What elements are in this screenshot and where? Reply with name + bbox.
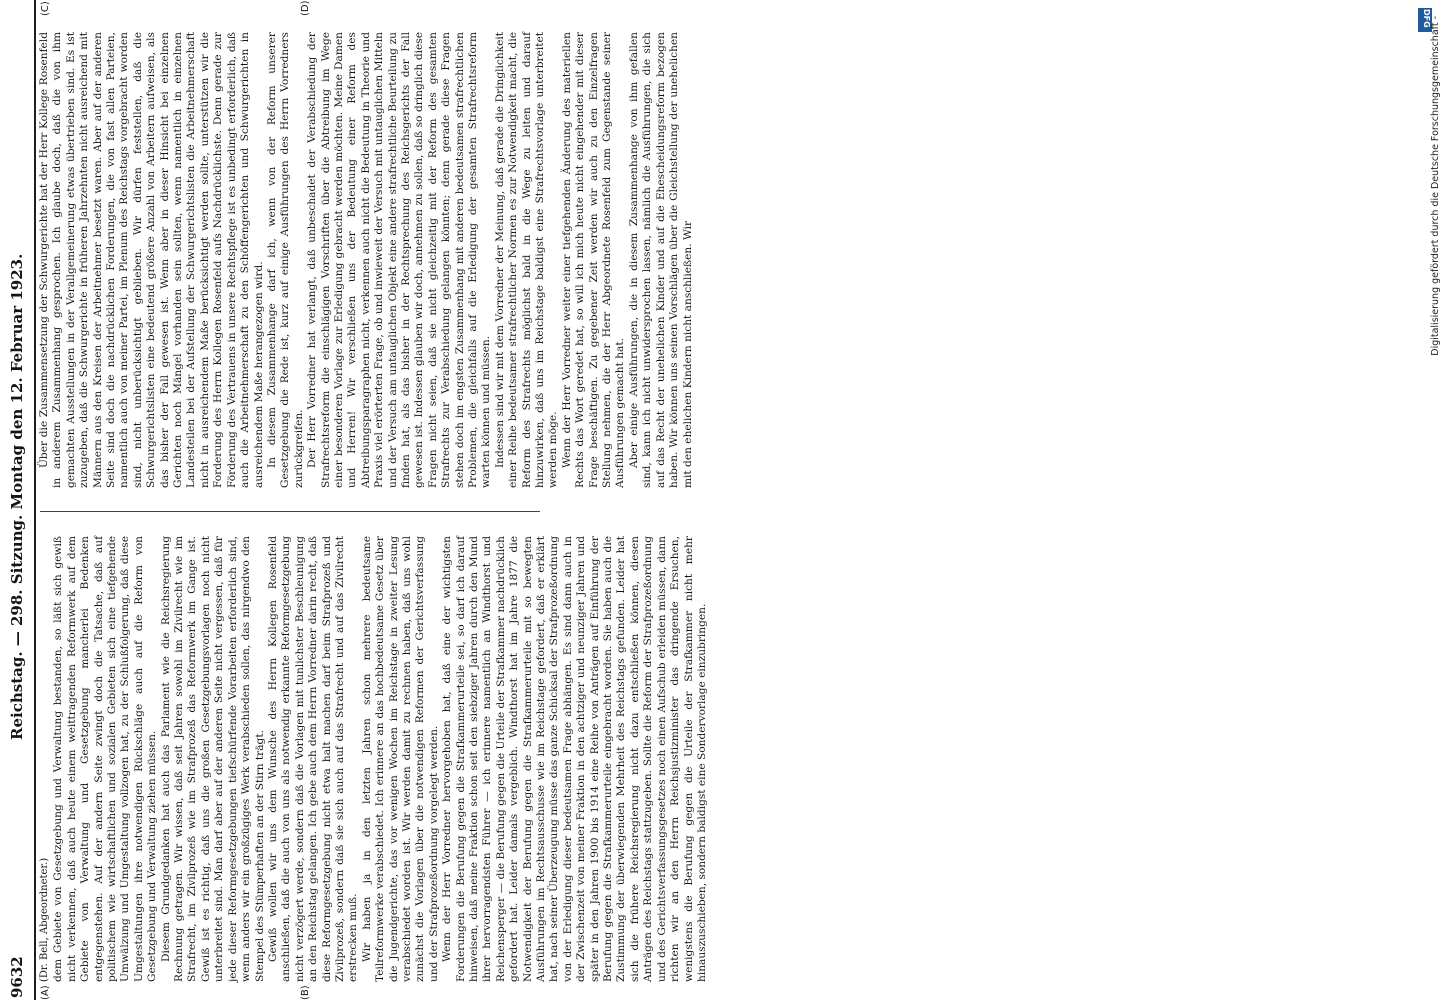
paragraph: In diesem Zusammenhange darf ich, wenn von der Reform unserer Gesetzgebung die Rede ist, kurz auf einige Ausführungen des Herrn Vorredners zurückgreifen.	[265, 32, 305, 488]
paragraph: Wenn der Herr Vorredner weiter einer tiefgehenden Änderung des materiellen Rechts das Wort geredet hat, so will ich mich heute nicht eingehender mit dieser Frage beschäftigen. Zu gegebener Zeit werden wir auch zu den Einzelfragen Stellung nehmen, die der Herr Abgeordnete Rosenfeld zum Gegenstande seiner Ausführungen gemacht hat.	[560, 32, 627, 488]
paragraph: Gewiß wollen wir uns dem Wunsche des Herrn Kollegen Rosenfeld anschließen, daß die auch von uns als notwendig erkannte Reformgesetzgebung nicht verzögert werde, sondern daß die Vorlagen mit tunlichster Beschleunigung an den Reichstag gelangen. Ich gebe auch dem Herrn Vorredner darin recht, daß diese Reformgesetzgebung nicht etwa halt machen darf beim Strafprozeß und Zivilprozeß, sondern daß sie sich auch auf das Strafrecht und auf das Zivilrecht erstrecken muß.	[266, 536, 360, 982]
paragraph: Indessen sind wir mit dem Vorredner der Meinung, daß gerade die Dringlichkeit einer Reihe bedeutsamer strafrechtlicher Normen es zur Notwendigkeit macht, die Reform des Strafrechts möglichst bald in die Wege zu leiten und darauf hinzuwirken, daß uns im Reichstage baldigst eine Strafrechtsvorlage unterbreitet werden möge.	[493, 32, 560, 488]
header-rule	[34, 0, 36, 1000]
paragraph: Über die Zusammensetzung der Schwurgerichte hat der Herr Kollege Rosenfeld in anderem Zusammenhang gesprochen. Ich glaube doch, daß die von ihm gemachten Ausstellungen in der Verallgemeinerung etwas übertrieben sind. Es ist zuzugeben, daß die Schwurgerichte in früheren Jahrzehnten nicht ausreichend mit Männern aus den Kreisen der Arbeitnehmer besetzt waren. Aber auf der anderen Seite sind doch die nachdrücklichen Forderungen, die von fast allen Parteien, namentlich auch von meiner Partei, im Plenum des Reichstags vorgebracht worden sind, nicht unberücksichtigt geblieben. Wir dürfen feststellen, daß die Schwurgerichtslisten eine bedeutend größere Anzahl von Arbeitern aufweisen, als das bisher der Fall gewesen ist. Wenn aber in dieser Hinsicht bei einzelnen Gerichten noch Mängel vorhanden sein sollten, wenn namentlich in einzelnen Landesteilen bei der Aufstellung der Schwurgerichtslisten die Arbeitnehmerschaft nicht in ausreichendem Maße berücksichtigt werden sollte, unterstützen wir die Forderung des Herrn Kollegen Rosenfeld aufs Nachdrücklichste. Denn gerade zur Förderung des Vertrauens in unsere Rechtspflege ist es unbedingt erforderlich, daß auch die Arbeitnehmerschaft zu den Schöffengerichten und Schwurgerichten in ausreichendem Maße herangezogen wird.	[38, 32, 265, 488]
margin-mark-d: (D)	[300, 0, 311, 16]
speaker-note: (Dr. Bell, Abgeordneter.)	[39, 857, 50, 982]
running-title: Reichstag. — 298. Sitzung. Montag den 12. Februar 1923.	[8, 253, 26, 740]
page-header	[0, 0, 34, 1000]
left-column	[38, 536, 708, 982]
paragraph: Diesem Grundgedanken hat auch das Parlament wie die Reichsregierung Rechnung getragen. Wir wissen, daß seit Jahren sowohl im Zivilrecht wie im Strafrecht, im Zivilprozeß wie im Strafprozeß das Reformwerk im Gange ist. Gewiß ist es richtig, daß uns die großen Gesetzgebungsvorlagen noch nicht unterbreitet sind. Man darf aber auf der anderen Seite nicht vergessen, daß für jede dieser Reformgesetzgebungen tiefschürfende Vorarbeiten erforderlich sind, wenn anders wir ein großzügiges Werk verabschieden sollen, das nirgendwo den Stempel des Stümperhaften an der Stirn trägt.	[159, 536, 266, 982]
paragraph: Wir haben ja in den letzten Jahren schon mehrere bedeutsame Teilreformwerke verabschiedet. Ich erinnere an das hochbedeutsame Gesetz über die Jugendgerichte, das vor wenigen Wochen im Reichstage in zweiter Lesung verabschiedet worden ist. Wir werden damit zu rechnen haben, daß uns wohl zunächst die Vorlagen über die notwendigen Reformen der Gerichtsverfassung und der Strafprozeßordnung vorgelegt werden.	[360, 536, 440, 982]
page-number: 9632	[8, 956, 26, 998]
margin-mark-a: (A)	[40, 985, 51, 1000]
margin-mark-b: (B)	[300, 985, 311, 1000]
paragraph: Aber einige Ausführungen, die in diesem Zusammenhange von ihm gefallen sind, kann ich nicht unwidersprochen lassen, nämlich die Ausführungen, die sich auf das Recht der unehelichen Kinder und auf die Ehescheidungsreform bezogen haben. Wir können uns seinen Vorschlägen über die Gleichstellung der unehelichen mit den ehelichen Kindern nicht anschließen. Wir	[627, 32, 694, 488]
digitization-credit: Digitalisierung gefördert durch die Deutsche Forschungsgemeinschaft -	[1430, 16, 1441, 356]
right-column	[38, 32, 694, 488]
paragraph: dem Gebiete von Gesetzgebung und Verwaltung bestanden, so läßt sich gewiß nicht verkennen, daß auch heute einem weittragenden Reformwerk auf dem Gebiete von Verwaltung und Gesetzgebung mancherlei Bedenken entgegenstehen. Auf der andern Seite zwingt doch die Tatsache, daß auf politischem wie wirtschaftlichen und sozialen Gebieten sich eine tiefgehende Umwälzung und Umgestaltung vollzogen hat, zu der Schlußfolgerung, daß diese Umgestaltungen ihre notwendigen Rückschläge auch auf die Reform von Gesetzgebung und Verwaltung ziehen müssen.	[52, 536, 159, 982]
column-divider	[40, 511, 540, 512]
margin-mark-c: (C)	[40, 1, 51, 16]
dfg-logo: DFG	[1418, 8, 1432, 32]
paragraph: Wenn der Herr Vorredner hervorgehoben hat, daß eine der wichtigsten Forderungen die Berufung gegen die Strafkammerurteile sei, so darf ich darauf hinweisen, daß meine Fraktion schon seit den siebziger Jahren durch den Mund ihrer hervorragendsten Führer — ich erinnere namentlich an Windthorst und Reichensperger — die Berufung gegen die Urteile der Strafkammer nachdrücklich gefordert hat. Leider damals vergeblich. Windthorst hat im Jahre 1877 die Notwendigkeit der Berufung gegen die Strafkammerurteile mit so bewegten Ausführungen im Rechtsausschusse wie im Reichstage gefordert, daß er erklärt hat, nach seiner Überzeugung müsse das ganze Schicksal der Strafprozeßordnung von der Erledigung dieser bedeutsamen Frage abhängen. Es sind dann auch in der Zwischenzeit von meiner Fraktion in den achtziger und neunziger Jahren und später in den Jahren 1900 bis 1914 eine Reihe von Anträgen auf Einführung der Berufung gegen die Strafkammerurteile eingebracht worden. Sie haben auch die Zustimmung der überwiegenden Mehrheit des Reichstags gefunden. Leider hat sich die frühere Reichsregierung nicht dazu entschließen können, diesen Anträgen des Reichstags stattzugeben. Sollte die Reform der Strafprozeßordnung und des Gerichtsverfassungsgesetzes noch einen Aufschub erleiden müssen, dann richten wir an den Herrn Reichsjustizminister das dringende Ersuchen, wenigstens die Berufung gegen die Urteile der Strafkammer nicht mehr hinauszuschieben, sondern baldigst eine Sondervorlage einzubringen.	[441, 536, 708, 982]
paragraph: Der Herr Vorredner hat verlangt, daß unbeschadet der Verabschiedung der Strafrechtsreform die einschlägigen Vorschriften über die Abtreibung im Wege einer besonderen Vorlage zur Erledigung gebracht werden möchten. Meine Damen und Herren! Wir verschließen uns der Bedeutung einer Reform des Abtreibungsparagraphen nicht, verkennen auch nicht die Bedeutung in Theorie und Praxis viel erörterten Frage, ob und inwieweit der Versuch mit untauglichen Mitteln und der Versuch am untauglichen Objekt eine andere strafrechtliche Beurteilung zu finden hat, als das bisher in der Rechtsprechung des Reichsgerichts der Fall gewesen ist. Indessen glauben wir doch, annehmen zu sollen, daß so dringlich diese Fragen nicht seien, daß sie nicht gleichzeitig mit der Reform des gesamten Strafrechts zur Verabschiedung gelangen könnten; denn gerade diese Fragen stehen doch im engsten Zusammenhang mit anderen bedeutsamen strafrechtlichen Problemen, die gleichfalls auf die Erledigung der gesamten Strafrechtsreform warten können und müssen.	[306, 32, 493, 488]
rotated-page	[0, 0, 708, 1000]
